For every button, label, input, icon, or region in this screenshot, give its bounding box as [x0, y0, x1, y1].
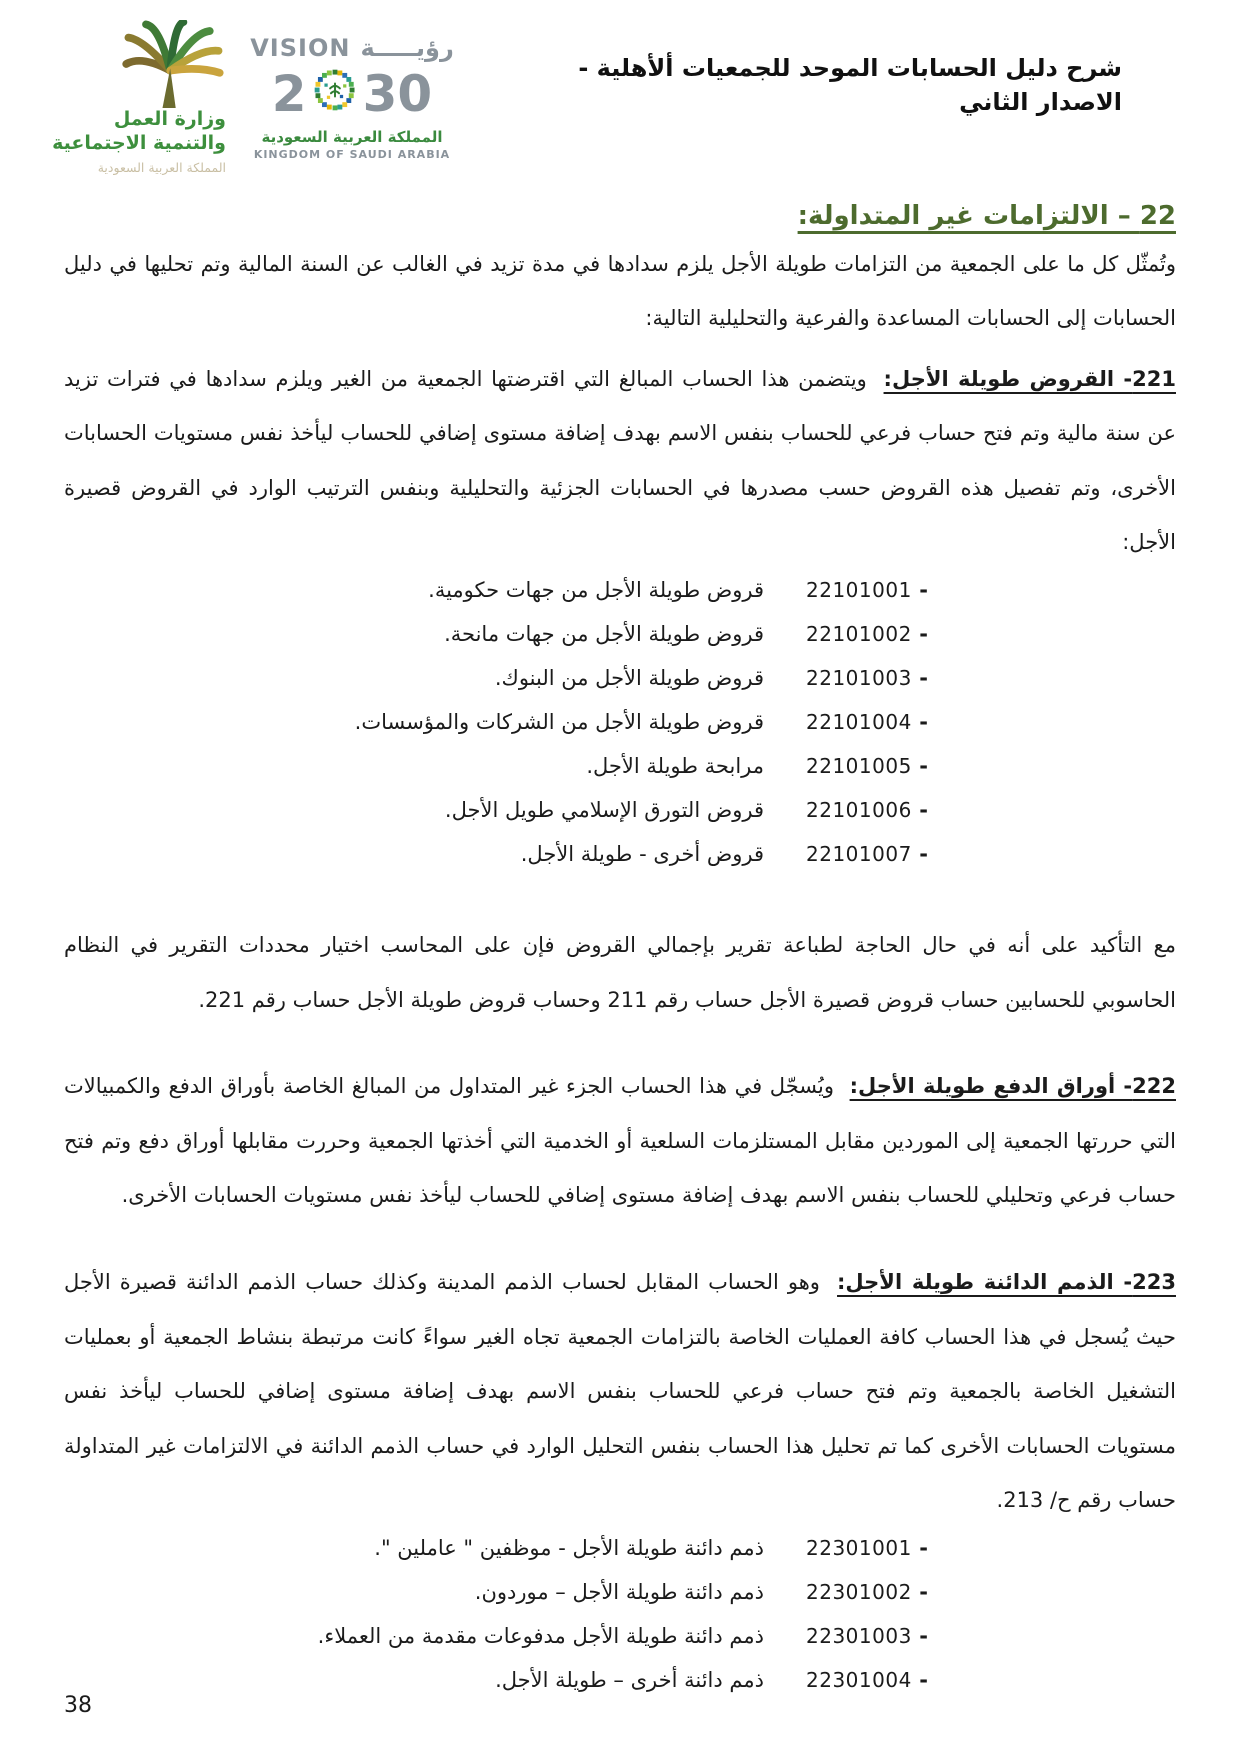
vision-year [252, 64, 452, 124]
palm-tree-icon [38, 20, 226, 108]
list-dash-marker: - [919, 1580, 928, 1604]
section-222-paragraph [64, 1059, 1176, 1223]
ministry-name-line2: والتنمية الاجتماعية [52, 131, 226, 154]
account-number: 22101006 [806, 798, 912, 823]
list-dash-marker: - [919, 842, 928, 867]
section-223-body: وهو الحساب المقابل لحساب الذمم المدينة وكذلك حساب الذمم الدائنة قصيرة الأجل حيث يُسجل في هذا الحساب كافة العمليات الخاصة بالتزامات الجمعية تجاه الغير سواءً كانت مرتبطة بنشاط الجمعية أو بعمليات التشغيل الخاصة بالجمعية وتم فتح حساب فرعي للحساب بنفس الاسم بهدف إضافة مستوى إضافي للحساب ليأخذ نفس مستويات الحسابات الأخرى كما تم تحليل هذا الحساب بنفس التحليل الوارد في حساب الذمم الدائنة في الالتزامات غير المتداولة حساب رقم ح/ 213. [64, 1270, 1176, 1513]
account-label: قروض طويلة الأجل من جهات حكومية. [428, 578, 764, 603]
section-222-body: ويُسجّل في هذا الحساب الجزء غير المتداول من المبالغ الخاصة بأوراق الدفع والكمبيالات التي حررتها الجمعية إلى الموردين مقابل المستلزمات السلعية أو الخدمية التي أخذتها الجمعية وحررت مقابلها أوراق دفع وتم فتح حساب فرعي وتحليلي للحساب بنفس الاسم بهدف إضافة مستوى إضافي للحساب ليأخذ نفس مستويات الحسابات الأخرى. [64, 1074, 1176, 1208]
vision-word-en: VISION [250, 34, 351, 62]
section-222-heading: 222- أوراق الدفع طويلة الأجل: [849, 1074, 1176, 1099]
vision-country-english: KINGDOM OF SAUDI ARABIA [253, 148, 451, 161]
list-dash-marker: - [919, 622, 928, 647]
list-dash-marker: - [919, 710, 928, 735]
account-label: ذمم دائنة طويلة الأجل - موظفين " عاملين ". [374, 1536, 764, 1560]
list-dash-marker: - [919, 1624, 928, 1648]
vision-wordmark [252, 34, 452, 62]
ministry-name-line1: وزارة العمل [113, 108, 226, 130]
list-dash-marker: - [919, 666, 928, 691]
account-row [64, 1668, 928, 1712]
list-dash-marker: - [919, 798, 928, 823]
page-header [0, 0, 1240, 175]
document-body [0, 201, 1240, 1713]
account-number: 22301004 [806, 1668, 912, 1692]
account-label: قروض التورق الإسلامي طويل الأجل. [444, 798, 764, 823]
account-row [64, 798, 928, 842]
loans-account-list [64, 578, 1176, 886]
account-row [64, 666, 928, 710]
account-label: مرابحة طويلة الأجل. [586, 754, 764, 779]
account-label: قروض أخرى - طويلة الأجل. [520, 842, 764, 867]
document-header-title: شرح دليل الحسابات الموحد للجمعيات ألأهلية - الاصدار الثاني [578, 54, 1122, 116]
account-label: ذمم دائنة طويلة الأجل – موردون. [474, 1580, 764, 1604]
loans-report-note: مع التأكيد على أنه في حال الحاجة لطباعة تقرير بإجمالي القروض فإن على المحاسب اختيار محددات التقرير في النظام الحاسوبي للحسابين حساب قروض قصيرة الأجل حساب رقم 211 وحساب قروض طويلة الأجل حساب رقم 221. [64, 933, 1176, 1012]
account-number: 22301003 [806, 1624, 912, 1648]
vision-year-digit-2: 2 [271, 65, 307, 123]
account-label: قروض طويلة الأجل من جهات مانحة. [444, 622, 764, 647]
account-number: 22101001 [806, 578, 912, 603]
account-number: 22301002 [806, 1580, 912, 1604]
account-number: 22101003 [806, 666, 912, 691]
section-223-heading: 223- الذمم الدائنة طويلة الأجل: [837, 1270, 1176, 1295]
section-22-title: 22 – الالتزامات غير المتداولة: [797, 200, 1176, 231]
section-221-paragraph [64, 352, 1176, 570]
intro-paragraph: وتُمثّل كل ما على الجمعية من التزامات طويلة الأجل يلزم سدادها في مدة تزيد في الغالب عن السنة المالية وتم تحليها في دليل الحسابات إلى الحسابات المساعدة والفرعية والتحليلية التالية: [64, 251, 1176, 331]
list-dash-marker: - [919, 1668, 928, 1692]
account-number: 22301001 [806, 1536, 912, 1560]
account-row [64, 710, 928, 754]
account-number: 22101004 [806, 710, 912, 735]
vision-emblem-icon [309, 64, 361, 124]
account-label: قروض طويلة الأجل من البنوك. [494, 666, 764, 691]
account-number: 22101007 [806, 842, 912, 867]
account-row [64, 842, 928, 886]
account-row [64, 1580, 928, 1624]
account-label: ذمم دائنة طويلة الأجل مدفوعات مقدمة من العملاء. [317, 1624, 764, 1648]
account-label: قروض طويلة الأجل من الشركات والمؤسسات. [354, 710, 764, 735]
account-row [64, 622, 928, 666]
vision-roya-arabic: رؤيـــــة [360, 34, 454, 62]
ministry-country-label: المملكة العربية السعودية [97, 159, 226, 175]
account-row [64, 578, 928, 622]
section-223-paragraph [64, 1255, 1176, 1528]
account-row [64, 1536, 928, 1580]
account-row [64, 754, 928, 798]
section-221-heading: 221- القروض طويلة الأجل: [883, 366, 1176, 391]
ministry-logo [38, 20, 226, 175]
vision-country-arabic: المملكة العربية السعودية [261, 128, 443, 146]
account-label: ذمم دائنة أخرى – طويلة الأجل. [495, 1668, 764, 1692]
page-number: 38 [64, 1693, 92, 1718]
list-dash-marker: - [919, 1536, 928, 1560]
account-number: 22101002 [806, 622, 912, 647]
list-dash-marker: - [919, 578, 928, 603]
section-221-body: ويتضمن هذا الحساب المبالغ التي اقترضتها الجمعية من الغير ويلزم سدادها في فترات تزيد عن سنة مالية وتم فتح حساب فرعي للحساب بنفس الاسم بهدف إضافة مستوى إضافي للحساب ليأخذ نفس مستويات الحسابات الأخرى، وتم تفصيل هذه القروض حسب مصدرها في الحسابات الجزئية والتحليلية وبنفس الترتيب الوارد في القروض قصيرة الأجل: [64, 366, 1176, 555]
list-dash-marker: - [919, 754, 928, 779]
account-number: 22101005 [806, 754, 912, 779]
payables-account-list [64, 1536, 1176, 1712]
vision-year-digits-30: 30 [362, 65, 433, 123]
account-row [64, 1624, 928, 1668]
vision-2030-logo [252, 20, 452, 161]
